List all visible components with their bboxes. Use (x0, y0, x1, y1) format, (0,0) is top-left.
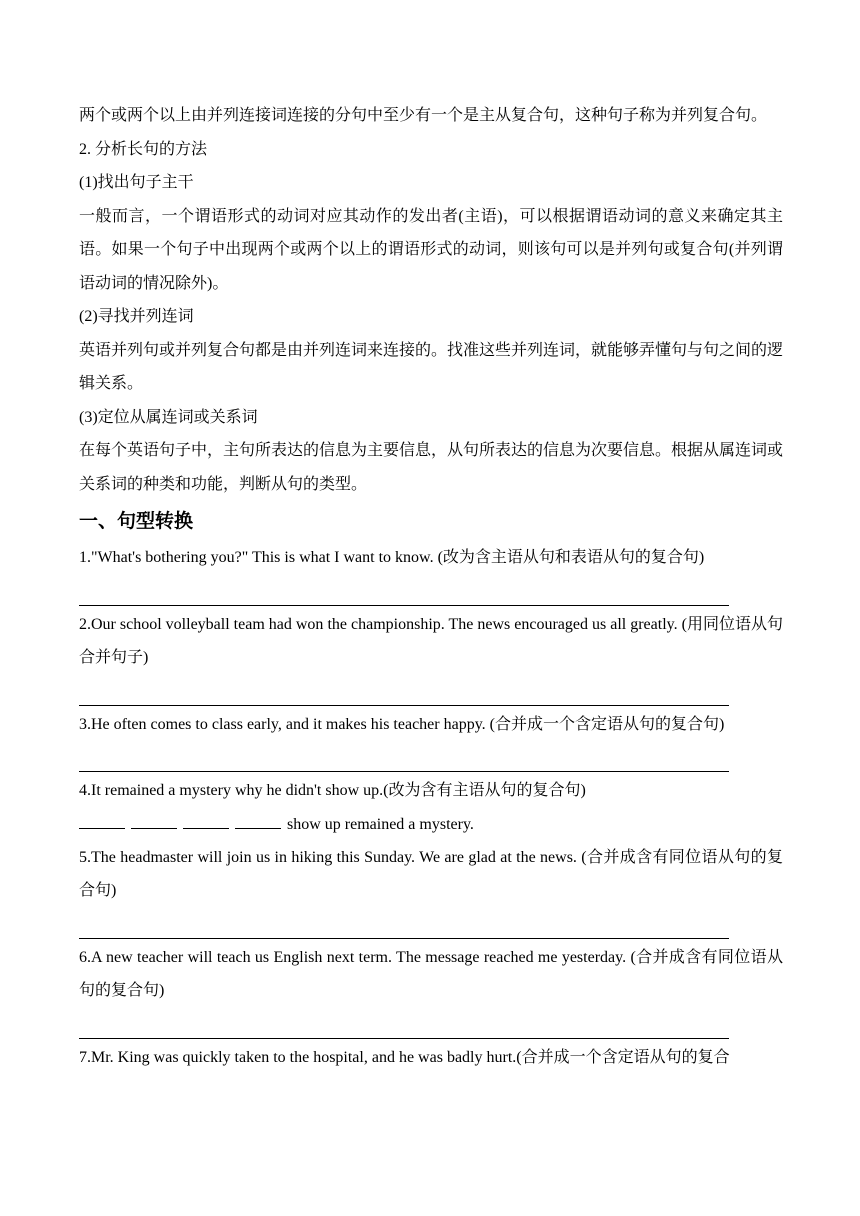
question-3: 3.He often comes to class early, and it makes his teacher happy. (合并成一个含定语从句的复合句) (79, 715, 725, 733)
answer-line-6[interactable] (79, 1008, 783, 1041)
fill-in-text: show up remained a mystery. (287, 815, 474, 833)
question-6: 6.A new teacher will teach us English next term. The message reached me yesterday. (合并成含有同位语从句的复合句) (79, 948, 783, 999)
question-7: 7.Mr. King was quickly taken to the hospital, and he was badly hurt.(合并成一个含定语从句的复合 (79, 1048, 730, 1066)
answer-line-1[interactable] (79, 575, 783, 608)
answer-line-2[interactable] (79, 675, 783, 708)
step-title: (1)找出句子主干 (79, 174, 194, 191)
document-page (79, 99, 783, 1074)
question-5: 5.The headmaster will join us in hiking this Sunday. We are glad at the news. (合并成含有同位语从句的复合句) (79, 848, 783, 899)
answer-line-5[interactable] (79, 908, 783, 941)
step-text: 英语并列句或并列复合句都是由并列连词来连接的。找准这些并列连词，就能够弄懂句与句之间的逻辑关系。 (79, 341, 784, 392)
blank-slot[interactable] (183, 815, 229, 829)
answer-line-3[interactable] (79, 741, 783, 774)
step-text: 一般而言，一个谓语形式的动词对应其动作的发出者(主语)，可以根据谓语动词的意义来确定其主语。如果一个句子中出现两个或两个以上的谓语形式的动词，则该句可以是并列句或复合句(并列谓语动词的情况除外)。 (79, 207, 783, 292)
step-text: 在每个英语句子中，主句所表达的信息为主要信息，从句所表达的信息为次要信息。根据从属连词或关系词的种类和功能，判断从句的类型。 (79, 442, 784, 493)
question-2: 2.Our school volleyball team had won the championship. The news encouraged us all greatly. (用同位语从句合并句子) (79, 615, 783, 666)
exercise-heading: 一、句型转换 (79, 510, 194, 532)
question-1: 1."What's bothering you?" This is what I want to know. (改为含主语从句和表语从句的复合句) (79, 549, 705, 566)
blank-slot[interactable] (235, 815, 281, 829)
blank-slot[interactable] (131, 815, 177, 829)
step-title: (2)寻找并列连词 (79, 308, 194, 325)
step-title: (3)定位从属连词或关系词 (79, 408, 258, 426)
blank-slot[interactable] (79, 815, 125, 829)
fill-in-line-4 (79, 808, 783, 841)
section-title: 2. 分析长句的方法 (79, 140, 208, 158)
question-4: 4.It remained a mystery why he didn't show up.(改为含有主语从句的复合句) (79, 782, 586, 799)
intro-paragraph: 两个或两个以上由并列连接词连接的分句中至少有一个是主从复合句，这种句子称为并列复合句。 (79, 107, 768, 124)
